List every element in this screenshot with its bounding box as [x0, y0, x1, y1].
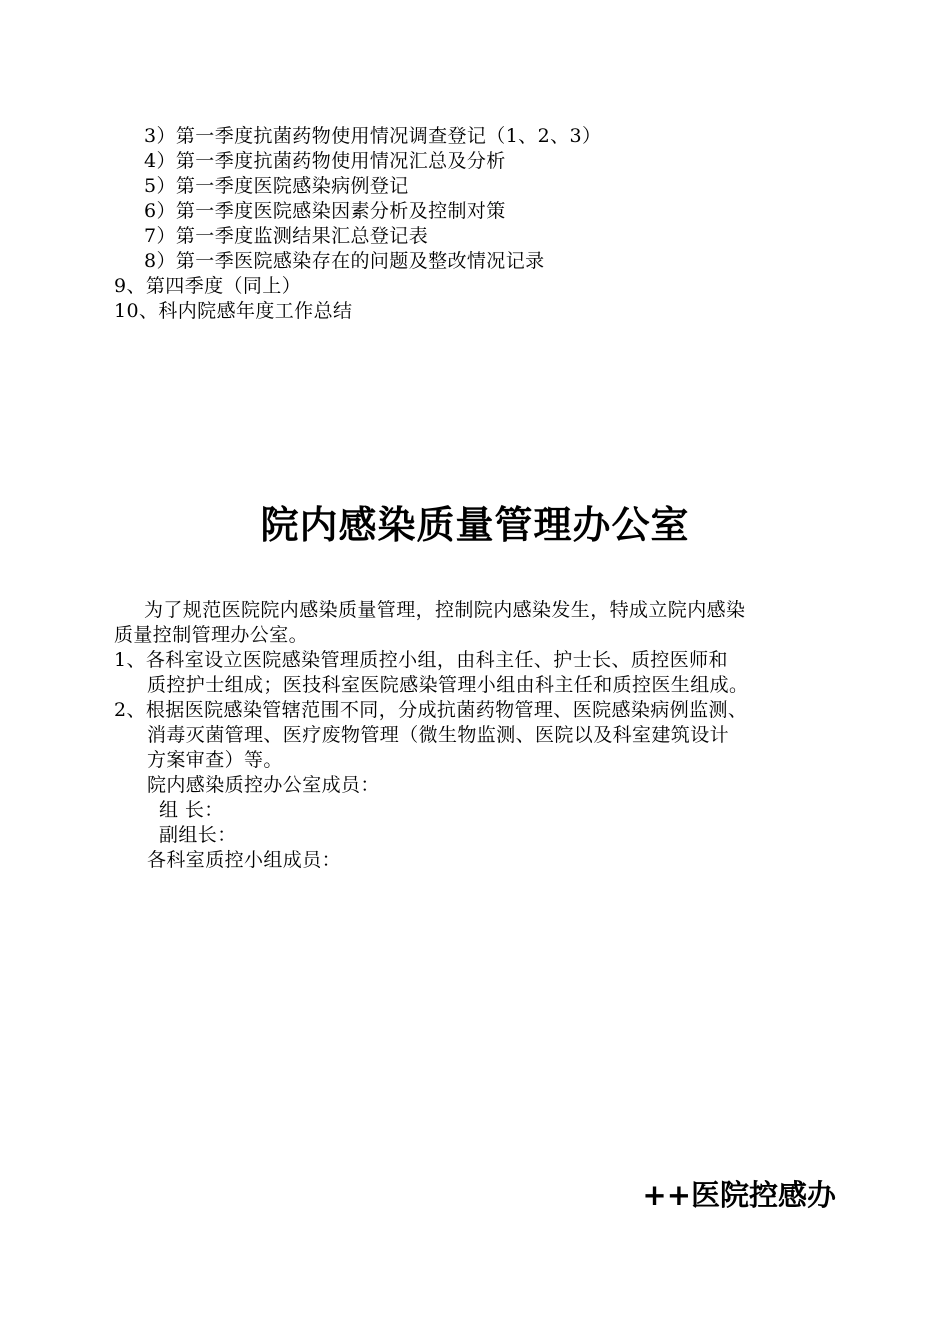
list-item-9: 9、第四季度（同上）: [114, 275, 302, 297]
members-heading: 院内感染质控办公室成员：: [147, 774, 380, 796]
list-item: 6）第一季度医院感染因素分析及控制对策: [144, 200, 506, 222]
point-2-line: 方案审查）等。: [147, 749, 283, 771]
signature: ++医院控感办: [642, 1178, 836, 1212]
deputy-label: 副组长：: [159, 824, 237, 846]
point-2-line: 2、根据医院感染管辖范围不同，分成抗菌药物管理、医院感染病例监测、: [114, 699, 748, 721]
point-1-line: 质控护士组成；医技科室医院感染管理小组由科主任和质控医生组成。: [147, 674, 749, 696]
dept-members-label: 各科室质控小组成员：: [147, 849, 342, 871]
intro-paragraph-line: 质量控制管理办公室。: [114, 624, 309, 646]
section-title: 院内感染质量管理办公室: [260, 503, 690, 547]
list-item: 4）第一季度抗菌药物使用情况汇总及分析: [144, 150, 506, 172]
point-1-line: 1、各科室设立医院感染管理质控小组，由科主任、护士长、质控医师和: [114, 649, 728, 671]
point-2-line: 消毒灭菌管理、医疗废物管理（微生物监测、医院以及科室建筑设计: [147, 724, 730, 746]
list-item: 7）第一季度监测结果汇总登记表: [144, 225, 429, 247]
intro-paragraph-line: 为了规范医院院内感染质量管理，控制院内感染发生，特成立院内感染: [144, 599, 746, 621]
list-item: 3）第一季度抗菌药物使用情况调查登记（1、2、3）: [144, 125, 602, 147]
list-item: 8）第一季医院感染存在的问题及整改情况记录: [144, 250, 545, 272]
list-item: 5）第一季度医院感染病例登记: [144, 175, 409, 197]
leader-label: 组 长：: [159, 799, 224, 821]
list-item-10: 10、科内院感年度工作总结: [114, 300, 353, 322]
